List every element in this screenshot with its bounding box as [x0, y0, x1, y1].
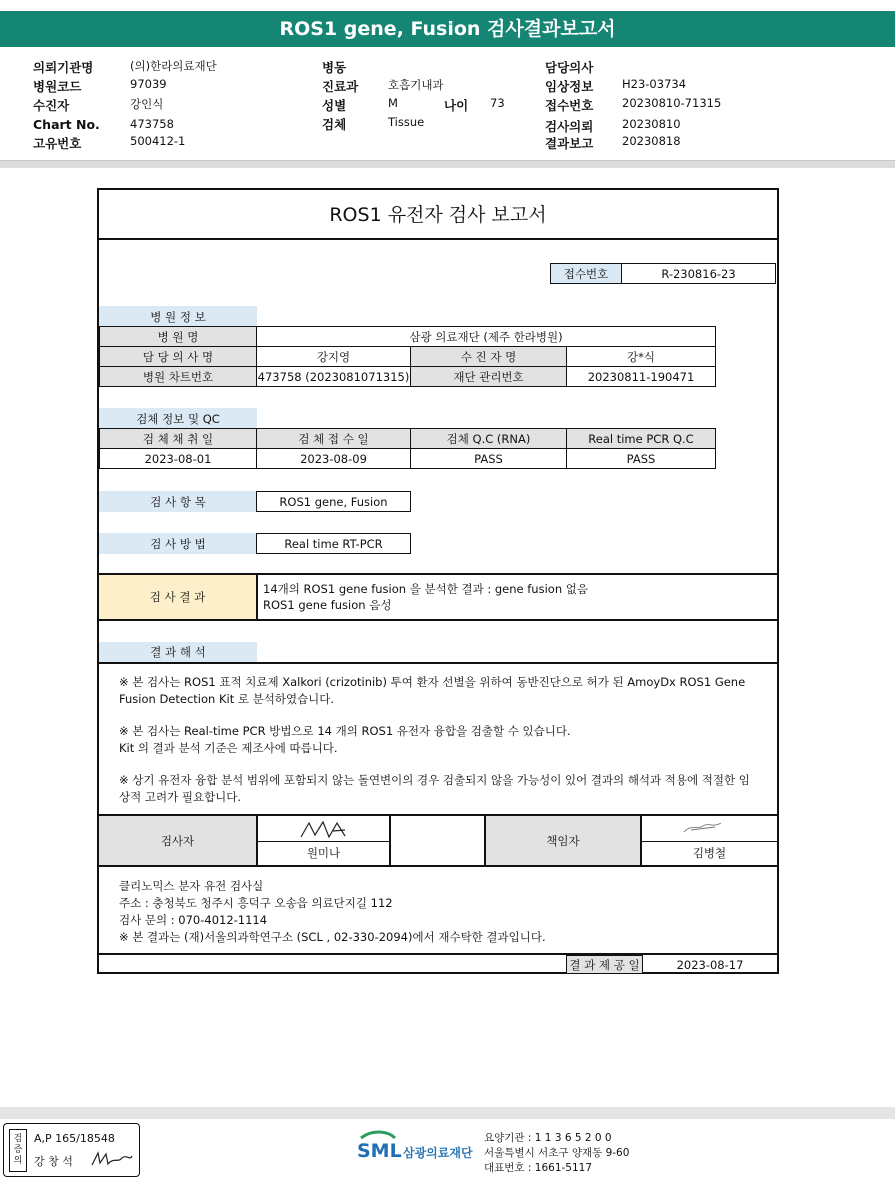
org-info [484, 1131, 629, 1176]
specimen-header: 검 체 접 수 일 [256, 428, 411, 449]
responsible-label: 책임자 [486, 816, 640, 865]
stamp-name: 강 창 석 [34, 1155, 73, 1168]
responsible-name: 김병철 [692, 846, 727, 860]
specimen-value: 2023-08-09 [256, 448, 411, 469]
foundation-value: 20230811-190471 [566, 366, 716, 387]
interpretation-header: 결 과 해 석 [99, 642, 257, 662]
header-value: 20230810 [622, 117, 681, 131]
stamp-code: A,P 165/18548 [34, 1132, 115, 1145]
header-divider [0, 160, 895, 168]
interpretation-paragraph: ※ 본 검사는 Real-time PCR 방법으로 14 개의 ROS1 유전자 융합을 검출할 수 있습니다. [119, 724, 571, 738]
header-value: 강인식 [130, 97, 164, 111]
result-text [263, 581, 588, 613]
header-value: 473758 [130, 117, 174, 131]
report-heading: ROS1 유전자 검사 보고서 [99, 190, 777, 240]
header-label: 병동 [322, 60, 347, 75]
header-value: 97039 [130, 77, 167, 91]
header-value: 73 [490, 96, 505, 110]
examiner-name: 원미나 [306, 846, 341, 860]
header-value: 500412-1 [130, 134, 186, 148]
header-label: 검사의뢰 [545, 119, 594, 134]
patient-header [0, 55, 895, 155]
verification-stamp [3, 1123, 140, 1177]
org-phone: 대표번호 : 1661-5117 [484, 1162, 593, 1174]
interpretation-paragraph: Kit 의 결과 분석 기준은 제조사에 따릅니다. [119, 741, 338, 755]
header-value: 20230810-71315 [622, 96, 722, 110]
doctor-value: 강지영 [256, 346, 411, 367]
responsible-signature [679, 818, 729, 836]
header-label: 나이 [444, 98, 469, 113]
lab-address: 주소 : 충청북도 청주시 흥덕구 오송읍 의료단지길 112 [119, 896, 393, 910]
test-item-label: 검 사 항 목 [99, 491, 257, 512]
report-title-bar: ROS1 gene, Fusion 검사결과보고서 [0, 11, 895, 47]
header-value: (의)한라의료재단 [130, 59, 217, 73]
lab-info [119, 878, 546, 946]
patient-label: 수 진 자 명 [410, 346, 567, 367]
provided-date-value: 2023-08-17 [676, 957, 744, 972]
chart-label: 병원 차트번호 [99, 366, 257, 387]
report-document [97, 188, 779, 974]
header-label: 임상정보 [545, 79, 594, 94]
lab-contact: 검사 문의 : 070-4012-1114 [119, 913, 268, 927]
interpretation-paragraph: ※ 본 검사는 ROS1 표적 치료제 Xalkori (crizotinib) 투여 환자 선별을 위하여 동반진단으로 허가 된 AmoyDx ROS1 Gene Fusion Detection Kit 로 분석하였습니다. [119, 675, 746, 706]
org-code: 요양기관 : 1 1 3 6 5 2 0 0 [484, 1132, 612, 1144]
header-value: 20230818 [622, 134, 681, 148]
chart-value: 473758 (2023081071315) [256, 366, 411, 387]
lab-note: ※ 본 결과는 (재)서울의과학연구소 (SCL , 02-330-2094)에서 재수탁한 결과입니다. [119, 930, 546, 944]
header-label: 결과보고 [545, 136, 594, 151]
header-label: 성별 [322, 98, 347, 113]
specimen-section-header: 검체 정보 및 QC [99, 408, 257, 429]
footer-divider [0, 1107, 895, 1119]
result-line: ROS1 gene fusion 음성 [263, 598, 392, 612]
stamp-signature [90, 1149, 134, 1169]
hospital-section-header: 병 원 정 보 [99, 306, 257, 327]
lab-name: 클리노믹스 분자 유전 검사실 [119, 879, 264, 893]
header-value: H23-03734 [622, 77, 687, 91]
doctor-label: 담 당 의 사 명 [99, 346, 257, 367]
hospital-name-value: 삼광 의료재단 (제주 한라병원) [256, 326, 716, 347]
test-method-value: Real time RT-PCR [256, 533, 411, 554]
interpretation-paragraph: ※ 상기 유전자 융합 분석 범위에 포함되지 않는 돌연변이의 경우 검출되지 않을 가능성이 있어 결과의 해석과 적용에 적절한 임상적 고려가 필요합니다. [119, 773, 750, 804]
header-label: 접수번호 [545, 98, 594, 113]
result-line: 14개의 ROS1 gene fusion 을 분석한 결과 : gene fusion 없음 [263, 582, 588, 596]
header-value: M [388, 96, 398, 110]
specimen-header: Real time PCR Q.C [566, 428, 716, 449]
sml-logo [357, 1130, 477, 1170]
header-label: 수진자 [33, 98, 70, 113]
sml-logo-text: SML [357, 1140, 402, 1162]
header-label: 고유번호 [33, 136, 82, 151]
receipt-label: 접수번호 [550, 263, 622, 284]
header-value: Tissue [388, 115, 425, 129]
header-value: 호흡기내과 [388, 78, 444, 92]
stamp-vertical-label: 검증의 [9, 1129, 27, 1172]
header-label: 병원코드 [33, 79, 82, 94]
header-label: 의뢰기관명 [33, 60, 94, 75]
test-method-label: 검 사 방 법 [99, 533, 257, 554]
header-label: 진료과 [322, 79, 359, 94]
specimen-header: 검 체 채 취 일 [99, 428, 257, 449]
header-label: Chart No. [33, 117, 100, 132]
header-label: 담당의사 [545, 60, 594, 75]
receipt-value: R-230816-23 [621, 263, 776, 284]
provided-date-label: 결 과 제 공 일 [566, 955, 643, 974]
result-label: 검 사 결 과 [99, 575, 256, 619]
hospital-name-label: 병 원 명 [99, 326, 257, 347]
specimen-value: PASS [566, 448, 716, 469]
specimen-value: 2023-08-01 [99, 448, 257, 469]
test-item-value: ROS1 gene, Fusion [256, 491, 411, 512]
org-address: 서울특별시 서초구 양재동 9-60 [484, 1147, 630, 1159]
foundation-label: 재단 관리번호 [410, 366, 567, 387]
patient-value: 강*식 [566, 346, 716, 367]
specimen-value: PASS [410, 448, 567, 469]
examiner-label: 검사자 [99, 816, 256, 865]
org-name: 삼광의료재단 [403, 1146, 473, 1160]
specimen-header: 검체 Q.C (RNA) [410, 428, 567, 449]
examiner-signature [299, 819, 379, 841]
header-label: 검체 [322, 117, 347, 132]
